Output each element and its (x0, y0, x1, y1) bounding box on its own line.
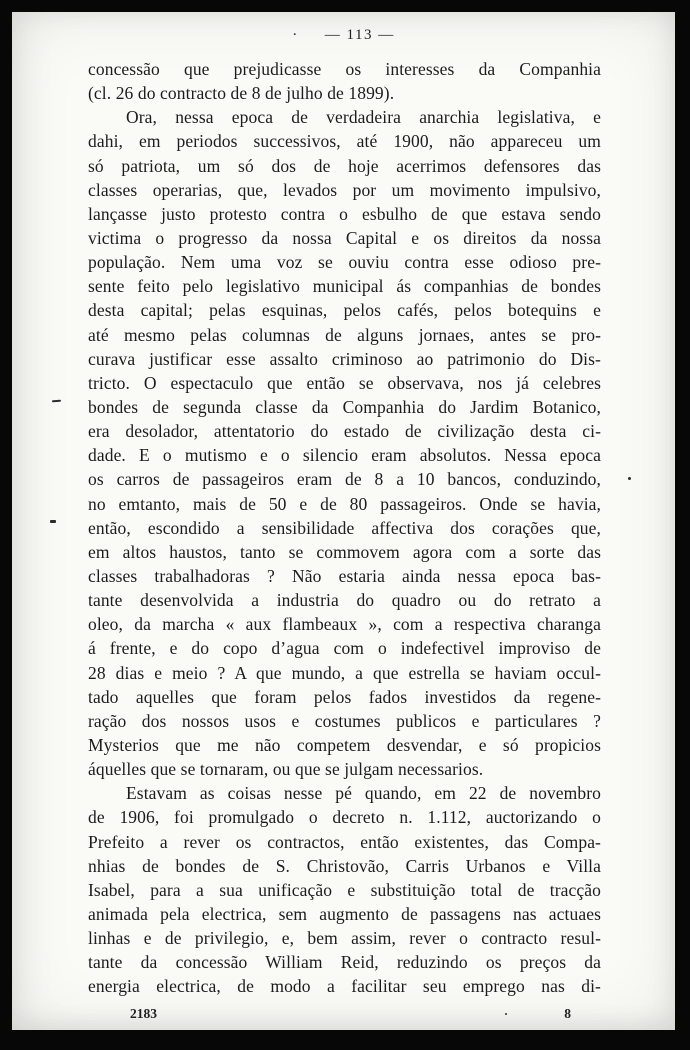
text-line: os carros de passageiros eram de 8 a 10 bancos, conduzindo, (88, 469, 601, 490)
scan-artifact (50, 520, 56, 523)
scan-artifact (505, 1013, 507, 1015)
text-line: bondes de segunda classe da Companhia do Jardim Botanico, (88, 396, 601, 417)
text-line: linhas e de privilegio, e, bem assim, rever o contracto resul- (88, 928, 601, 949)
text-line: victima o progresso da nossa Capital e os direitos da nossa (88, 227, 601, 248)
text-line: até mesmo pelas columnas de alguns jornaes, antes se pro- (88, 324, 601, 345)
text-line: concessão que prejudicasse os interesses da Companhia (88, 59, 601, 79)
text-line: Ora, nessa epoca de verdadeira anarchia legislativa, e (126, 107, 601, 128)
text-line: classes operarias, que, levados por um movimento impulsivo, (88, 179, 601, 200)
text-line: desta capital; pelas esquinas, pelos cafés, pelos botequins e (88, 300, 601, 321)
page-header (12, 27, 675, 44)
text-line: (cl. 26 do contracto de 8 de julho de 1899). (88, 83, 395, 104)
text-line: Isabel, para a sua unificação e substituição total de tracção (88, 879, 601, 900)
text-line: tante da concessão William Reid, reduzindo os preços da (88, 952, 601, 973)
text-line: no emtanto, mais de 50 e de 80 passageiros. Onde se havia, (88, 493, 601, 514)
text-line: dahi, em periodos successivos, até 1900, não appareceu um (88, 131, 601, 152)
text-line: energia electrica, de modo a facilitar seu emprego nas di- (88, 976, 601, 997)
text-line: ração dos nossos usos e costumes publicos e particulares ? (88, 710, 601, 731)
text-line: só patriota, um só dos de hoje acerrimos defensores das (88, 155, 601, 176)
text-line: era desolador, attentatorio do estado de civilização desta ci- (88, 421, 601, 442)
text-line: curava justificar esse assalto criminoso ao patrimonio do Dis- (88, 348, 601, 369)
text-line: áquelles que se tornaram, ou que se julgam necessarios. (88, 759, 484, 780)
text-line: então, escondido a sensibilidade affectiva dos corações que, (88, 517, 601, 538)
paper-sheet (12, 12, 675, 1030)
scan-artifact (628, 477, 631, 480)
text-line: lançasse justo protesto contra o esbulho de que estava sendo (88, 203, 601, 224)
text-line: tricto. O espectaculo que então se observava, nos já celebres (88, 372, 601, 393)
text-line: 28 dias e meio ? A que mundo, a que estrella se haviam occul- (88, 662, 601, 683)
text-line: á frente, e do copo d’agua com o indefectivel improviso de (88, 638, 601, 659)
text-line: população. Nem uma voz se ouviu contra esse odioso pre- (88, 252, 601, 273)
text-line: animada pela electrica, sem augmento de passagens nas actuaes (88, 903, 601, 924)
text-line: Prefeito a rever os contractos, então existentes, das Compa- (88, 831, 601, 852)
text-line: sente feito pelo legislativo municipal ás companhias de bondes (88, 276, 601, 297)
text-line: oleo, da marcha « aux flambeaux », com a respectiva charanga (88, 614, 601, 635)
text-line: Mysterios que me não competem desvendar, e só propicios (88, 734, 601, 755)
scan-dot: · (292, 27, 299, 43)
signature-mark: 8 (564, 1006, 571, 1021)
text-line: em altos haustos, tanto se commovem agora com a sorte das (88, 541, 601, 562)
page-number: — 113 — (324, 27, 395, 43)
text-line: Estavam as coisas nesse pé quando, em 22 de novembro (126, 783, 601, 804)
catalog-number: 2183 (130, 1006, 157, 1021)
text-line: nhias de bondes de S. Christovão, Carris Urbanos e Villa (88, 855, 601, 876)
text-line: tado aquelles que foram pelos fados investidos da regene- (88, 686, 601, 707)
body-text (88, 57, 601, 998)
scan-artifact (52, 400, 61, 403)
text-line: classes trabalhadoras ? Não estaria ainda nessa epoca bas- (88, 565, 601, 586)
text-line: de 1906, foi promulgado o decreto n. 1.112, auctorizando o (88, 807, 601, 828)
page-footer (88, 1006, 601, 1022)
text-line: tante desenvolvida a industria do quadro ou do retrato a (88, 590, 601, 611)
text-line: dade. E o mutismo e o silencio eram absolutos. Nessa epoca (88, 445, 601, 466)
